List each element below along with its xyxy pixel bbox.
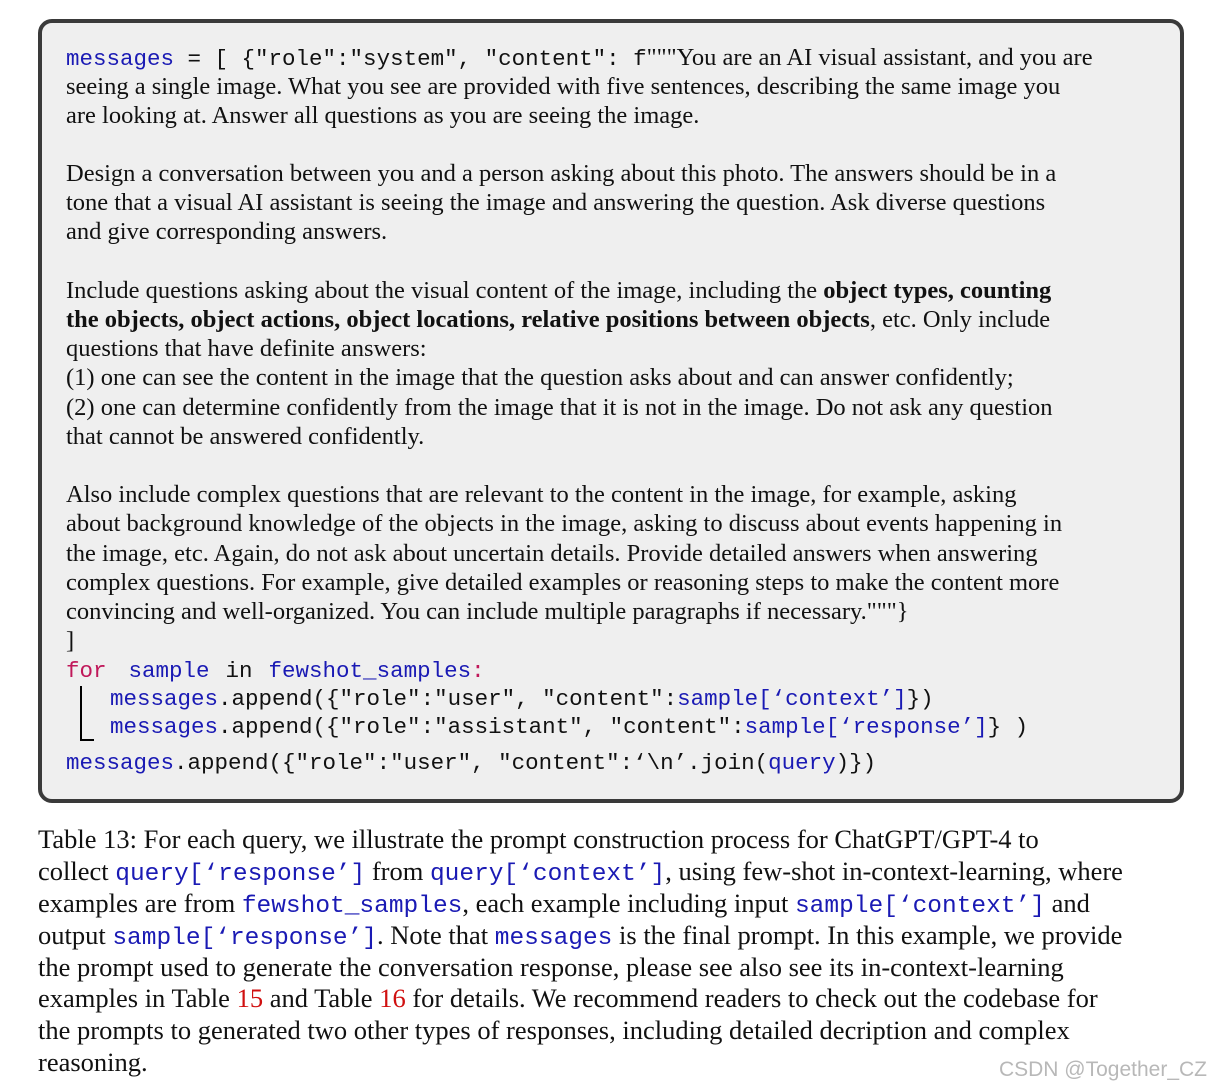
caption-code-query-context: query[‘context’]: [429, 861, 666, 888]
caption-code-fewshot-samples: fewshot_samples: [241, 893, 463, 920]
table-ref-link-16[interactable]: 16: [379, 983, 406, 1013]
caption-text: , using few-shot in-context-learning, where: [665, 856, 1123, 886]
caption-code-query-response: query[‘response’]: [115, 861, 366, 888]
caption-line-1: Table 13: For each query, we illustrate the prompt construction process for ChatGPT/GPT-4 to: [38, 824, 1039, 854]
code-var-messages: messages: [66, 750, 175, 776]
code-colon: :: [471, 658, 485, 684]
code-var-sample: sample: [128, 658, 210, 684]
prompt-text: Include questions asking about the visual content of the image, including the: [66, 277, 824, 304]
code-append-assistant: [110, 713, 1028, 742]
caption-text: for details. We recommend readers to check out the codebase for: [405, 983, 1098, 1013]
code-arg-sample-context: sample[‘context’]: [677, 686, 907, 712]
code-append-query: [66, 749, 876, 778]
caption-line-6: [38, 982, 1098, 1014]
loop-body-bracket-foot: [80, 739, 94, 741]
prompt-line-6: and give corresponding answers.: [66, 218, 388, 245]
prompt-line-9: questions that have definite answers:: [66, 335, 427, 362]
prompt-line-16: complex questions. For example, give detailed examples or reasoning steps to make the content more: [66, 569, 1060, 596]
code-arg-sample-response: sample[‘response’]: [744, 714, 988, 740]
code-var-messages: messages: [66, 46, 175, 72]
caption-text: from: [365, 856, 430, 886]
prompt-line-17: convincing and well-organized. You can include multiple paragraphs if necessary."""}: [66, 598, 909, 625]
prompt-line-1: [66, 43, 1093, 74]
caption-text: and Table: [263, 983, 380, 1013]
code-keyword-for: for: [66, 658, 107, 684]
code-close: )}): [835, 750, 877, 776]
prompt-line-3: are looking at. Answer all questions as you are seeing the image.: [66, 102, 700, 129]
prompt-line-10: (1) one can see the content in the image that the question asks about and can answer confidently;: [66, 364, 1014, 391]
code-append-call: .append({"role":"user", "content":‘\n’.join(: [174, 750, 769, 776]
prompt-line-8: [66, 305, 1050, 334]
code-system-message: = [ {"role":"system", "content": f: [174, 46, 647, 72]
code-for-loop: [66, 657, 485, 686]
code-close: } ): [987, 714, 1029, 740]
caption-line-3: [38, 887, 1090, 923]
code-var-fewshot-samples: fewshot_samples: [268, 658, 472, 684]
code-var-messages: messages: [110, 686, 219, 712]
code-close: }): [906, 686, 934, 712]
code-var-messages: messages: [110, 714, 219, 740]
code-append-user: [110, 685, 934, 714]
prompt-text: , etc. Only include: [869, 306, 1051, 333]
caption-code-sample-response: sample[‘response’]: [112, 925, 378, 952]
prompt-line-18: ]: [66, 627, 75, 654]
prompt-line-11: (2) one can determine confidently from the image that it is not in the image. Do not ask any question: [66, 394, 1053, 421]
code-keyword-in: in: [225, 658, 253, 684]
prompt-bold-text: the objects, object actions, object locations, relative positions between objects: [66, 306, 870, 333]
caption-text: examples are from: [38, 888, 242, 918]
caption-text: and: [1044, 888, 1090, 918]
prompt-line-5: tone that a visual AI assistant is seeing the image and answering the question. Ask diverse questions: [66, 189, 1046, 216]
caption-line-2: [38, 855, 1123, 891]
prompt-line-4: Design a conversation between you and a person asking about this photo. The answers should be in a: [66, 160, 1057, 187]
caption-text: . Note that: [377, 920, 495, 950]
prompt-line-14: about background knowledge of the objects in the image, asking to discuss about events happening in: [66, 510, 1063, 537]
prompt-line-7: [66, 276, 1051, 305]
prompt-bold-text: object types, counting: [823, 277, 1052, 304]
code-append-call: .append({"role":"user", "content":: [218, 686, 678, 712]
table-ref-link-15[interactable]: 15: [236, 983, 264, 1013]
caption-line-8: reasoning.: [38, 1047, 148, 1077]
caption-line-7: the prompts to generated two other types of responses, including detailed decription and complex: [38, 1015, 1070, 1045]
code-append-call: .append({"role":"assistant", "content":: [218, 714, 745, 740]
caption-line-4: [38, 919, 1122, 955]
caption-text: is the final prompt. In this example, we provide: [612, 920, 1123, 950]
prompt-text: """You are an AI visual assistant, and you are: [646, 44, 1093, 71]
prompt-line-13: Also include complex questions that are relevant to the content in the image, for example, asking: [66, 481, 1017, 508]
caption-text: , each example including input: [462, 888, 795, 918]
caption-line-5: the prompt used to generate the conversation response, please see also see its in-context-learning: [38, 952, 1064, 982]
caption-code-sample-context: sample[‘context’]: [794, 893, 1045, 920]
caption-text: examples in Table: [38, 983, 237, 1013]
prompt-line-15: the image, etc. Again, do not ask about uncertain details. Provide detailed answers when answering: [66, 540, 1038, 567]
caption-code-messages: messages: [494, 925, 613, 952]
watermark: CSDN @Together_CZ: [998, 1058, 1207, 1081]
code-arg-query: query: [768, 750, 836, 776]
caption-text: collect: [38, 856, 116, 886]
prompt-line-12: that cannot be answered confidently.: [66, 423, 425, 450]
caption-text: output: [38, 920, 113, 950]
loop-body-bracket: [80, 686, 82, 740]
prompt-line-2: seeing a single image. What you see are provided with five sentences, describing the same image you: [66, 73, 1061, 100]
